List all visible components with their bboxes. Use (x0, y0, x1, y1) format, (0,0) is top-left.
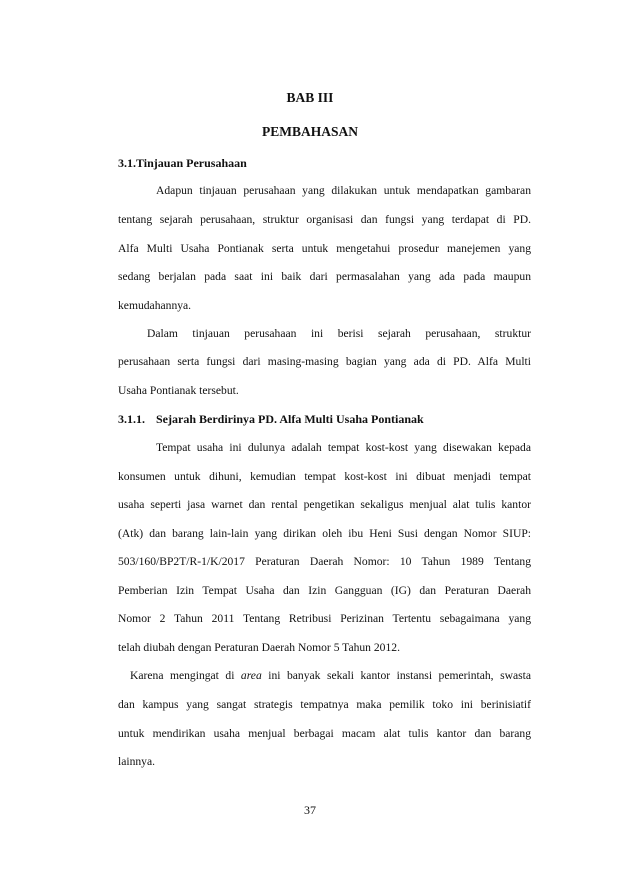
para2-line-3: Usaha Pontianak tersebut. (118, 384, 239, 397)
para3-line-4: (Atk) dan barang lain-lain yang dirikan oleh ibu Heni Susi dengan Nomor SIUP: (118, 527, 531, 540)
italic-term: area (240, 669, 262, 682)
chapter-title: PEMBAHASAN (261, 124, 358, 139)
para4-line-3: untuk mendirikan usaha menjual berbagai macam alat tulis kantor dan barang (118, 727, 531, 740)
section-heading: 3.1.Tinjauan Perusahaan (118, 156, 247, 170)
para1-line-1: Adapun tinjauan perusahaan yang dilakukan untuk mendapatkan gambaran (156, 184, 531, 197)
para1-line-2: tentang sejarah perusahaan, struktur organisasi dan fungsi yang terdapat di PD. (118, 213, 531, 226)
para3-line-2: konsumen untuk dihuni, kemudian tempat kost-kost ini dibuat menjadi tempat (118, 470, 531, 483)
para1-line-4: sedang berjalan pada saat ini baik dari permasalahan yang ada pada maupun (118, 270, 531, 283)
para3-line-1: Tempat usaha ini dulunya adalah tempat kost-kost yang disewakan kepada (156, 441, 531, 454)
para3-line-5: 503/160/BP2T/R-1/K/2017 Peraturan Daerah Nomor: 10 Tahun 1989 Tentang (118, 555, 531, 568)
para3-line-8: telah diubah dengan Peraturan Daerah Nomor 5 Tahun 2012. (118, 641, 400, 654)
para2-line-2: perusahaan serta fungsi dari masing-masing bagian yang ada di PD. Alfa Multi (118, 355, 531, 368)
para4-line-2: dan kampus yang sangat strategis tempatnya maka pemilik toko ini berinisiatif (118, 698, 531, 711)
para3-line-7: Nomor 2 Tahun 2011 Tentang Retribusi Perizinan Tertentu sebagaimana yang (118, 612, 531, 625)
page-number: 37 (304, 803, 316, 817)
subsection-number: 3.1.1. (118, 412, 145, 426)
para4-line-4: lainnya. (118, 755, 156, 768)
para3-line-3: usaha seperti jasa warnet dan rental pengetikan sekaligus menjual alat tulis kantor (118, 498, 531, 511)
para2-line-1: Dalam tinjauan perusahaan ini berisi sejarah perusahaan, struktur (147, 327, 531, 340)
chapter-heading: BAB III (286, 90, 334, 105)
para3-line-6: Pemberian Izin Tempat Usaha dan Izin Gangguan (IG) dan Peraturan Daerah (118, 584, 531, 597)
para1-line-3: Alfa Multi Usaha Pontianak serta untuk mengetahui prosedur manejemen yang (118, 242, 531, 255)
para1-line-5: kemudahannya. (118, 299, 192, 312)
para4-line-1: Karena mengingat di area ini banyak sekali kantor instansi pemerintah, swasta (130, 669, 531, 682)
subsection-title: Sejarah Berdirinya PD. Alfa Multi Usaha Pontianak (156, 412, 424, 426)
